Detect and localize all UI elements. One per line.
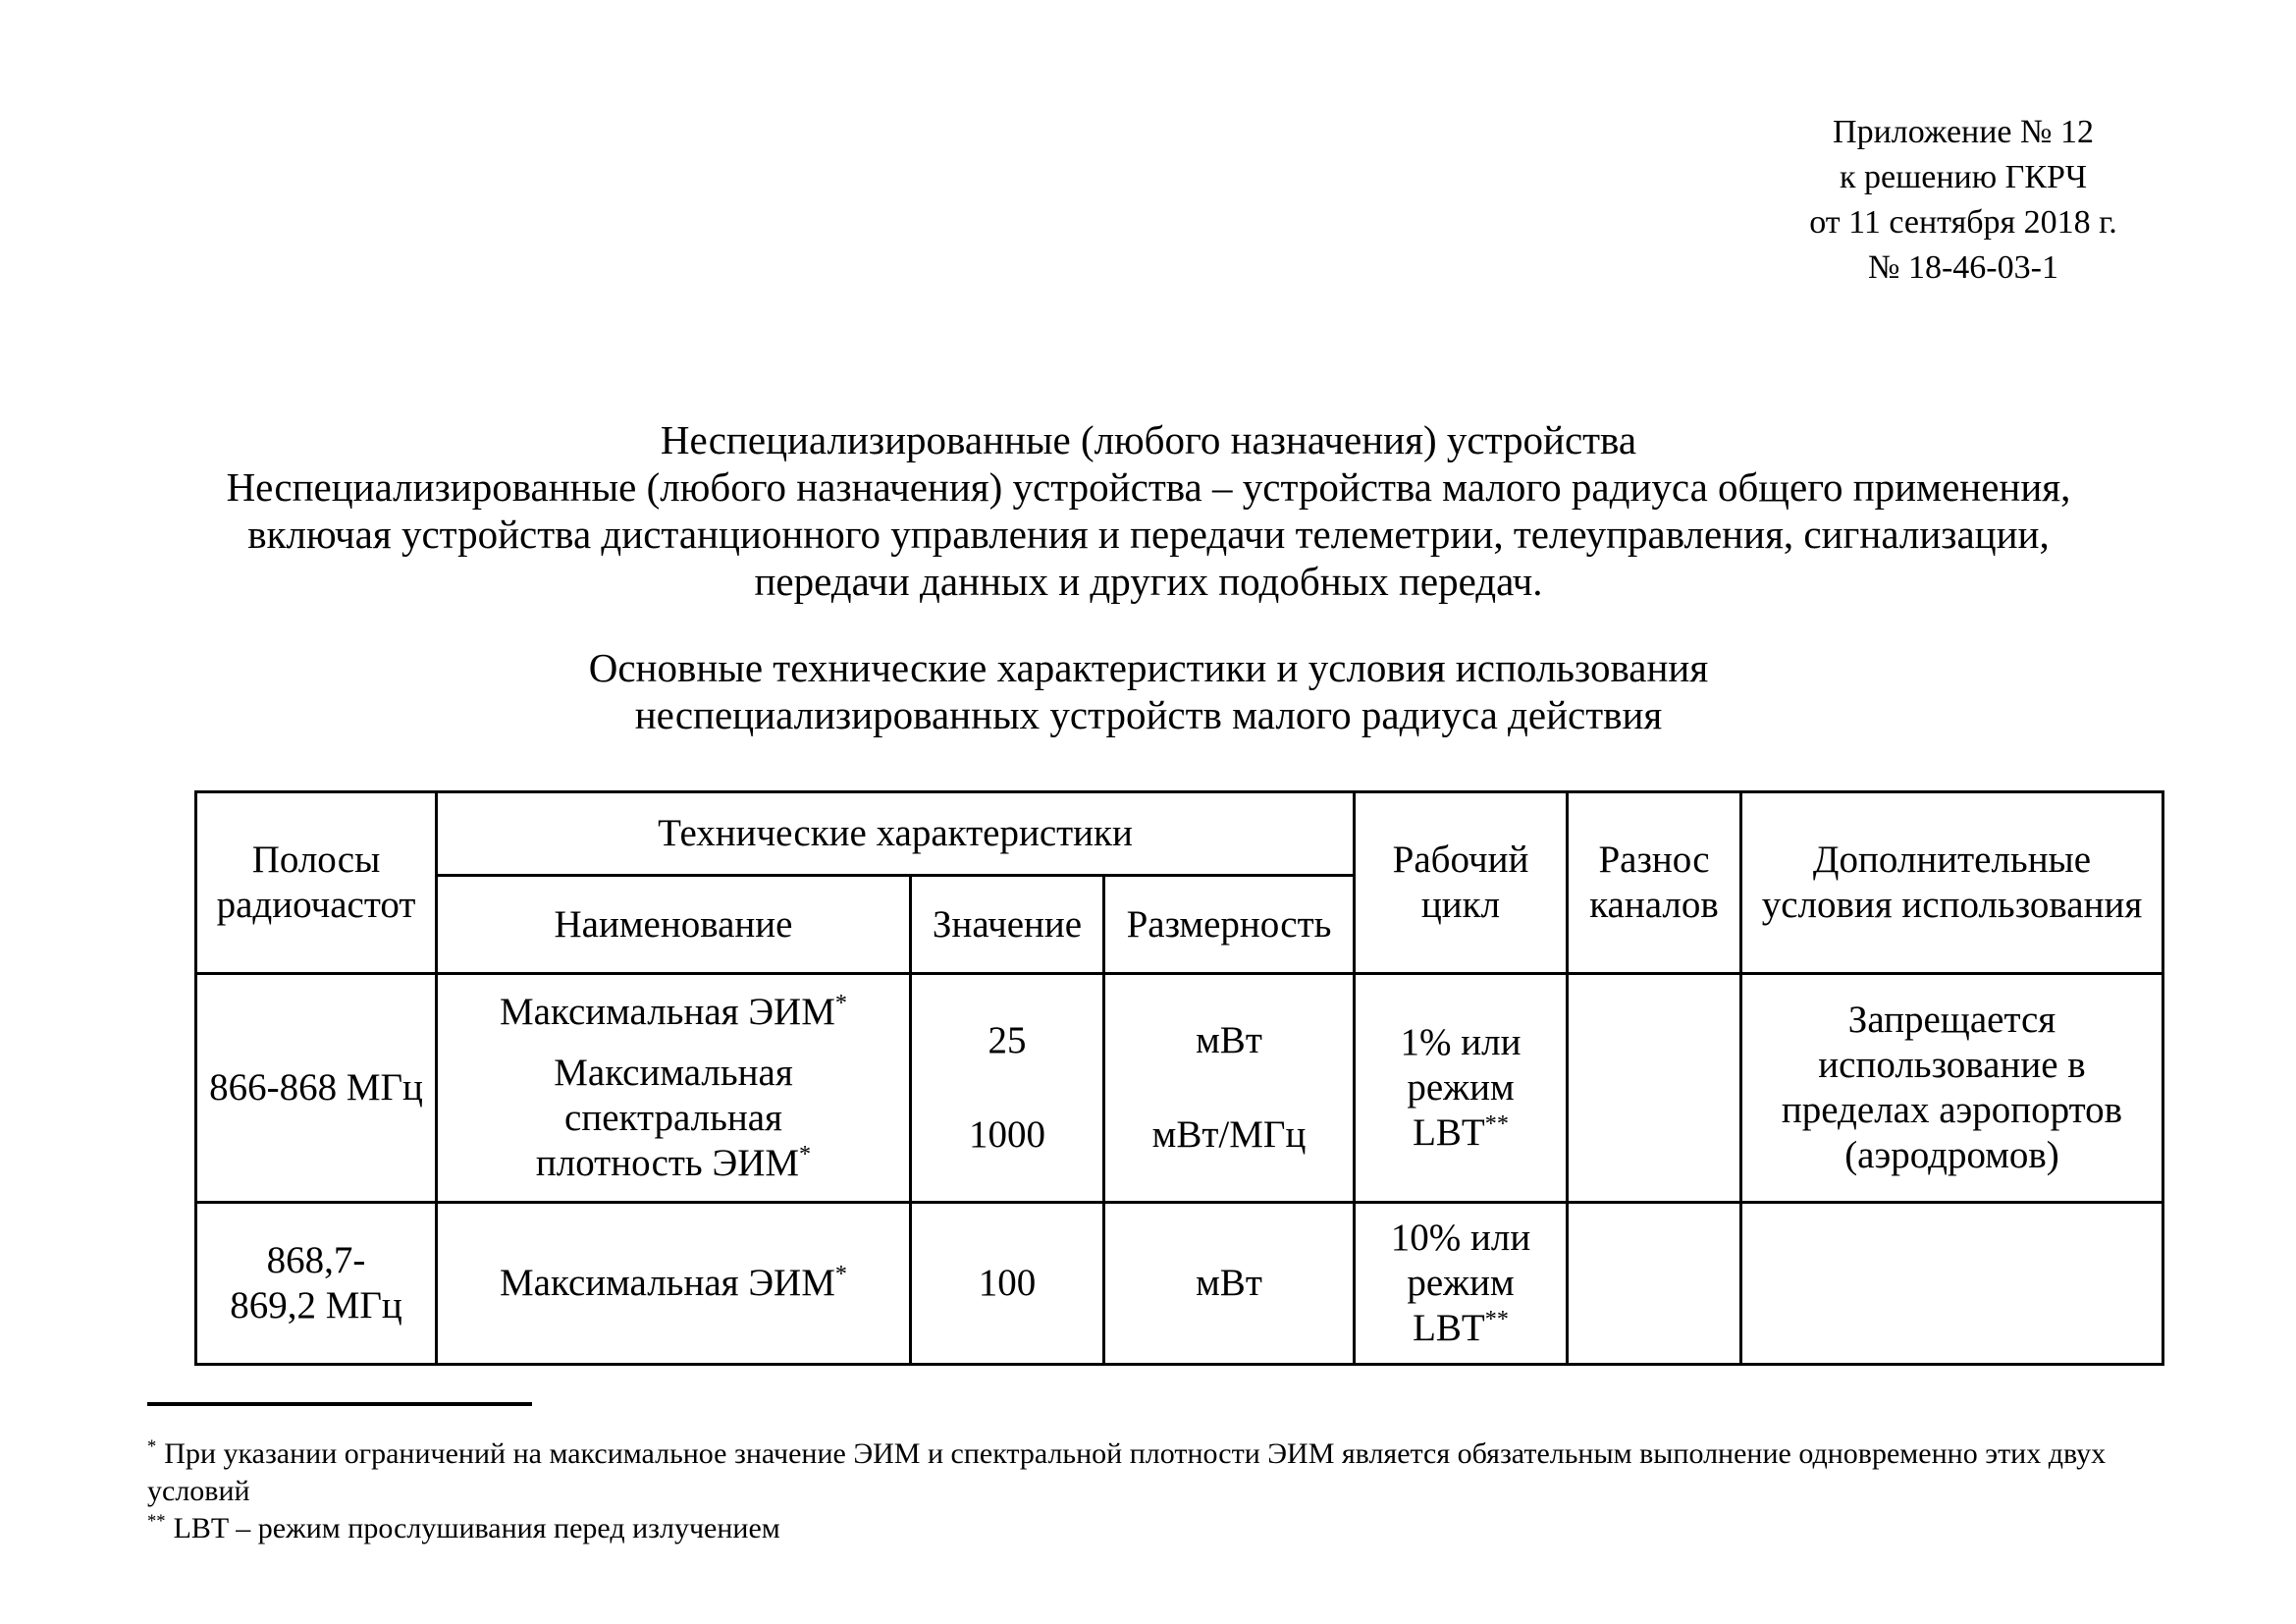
band-value: 868,7- [266, 1239, 366, 1281]
page-title: Неспециализированные (любого назначения) устройства [660, 417, 1637, 462]
characteristic-name [477, 1051, 870, 1186]
duty-cycle-text: 1% или режим LBT [1400, 1021, 1522, 1154]
table-row [196, 1203, 2163, 1365]
footnote-text: LBT – режим прослушивания перед излучением [173, 1512, 780, 1544]
value: 25 [988, 1019, 1027, 1061]
footnote-separator [147, 1402, 532, 1406]
approval-line: к решению ГКРЧ [1839, 159, 2087, 195]
subtitle-line: неспециализированных устройств малого радиуса действия [634, 692, 1663, 737]
duty-cycle-text: 10% или режим LBT [1390, 1217, 1531, 1349]
table-row [196, 974, 2163, 1203]
footnote-marker: * [834, 990, 847, 1016]
approval-line: № 18-46-03-1 [1868, 249, 2058, 286]
characteristic-name-text: Максимальная ЭИМ [499, 991, 835, 1033]
band-value: 866-868 МГц [209, 1066, 423, 1109]
approval-line: Приложение № 12 [1833, 114, 2094, 150]
footnote-marker: ** [1484, 1110, 1509, 1137]
value-stack [920, 1018, 1095, 1158]
header-value: Значение [911, 876, 1104, 974]
unit: мВт [1196, 1019, 1262, 1061]
value-cell: 100 [911, 1203, 1104, 1365]
footnote-text: При указании ограничений на максимальное значение ЭИМ и спектральной плотности ЭИМ является обязательным выполнение одновременно этих двух условий [147, 1437, 2107, 1507]
duty-cycle-cell [1355, 1203, 1568, 1365]
header-duty-cycle: Рабочий цикл [1355, 792, 1568, 974]
band-value: 869,2 МГц [230, 1284, 402, 1326]
characteristic-name-cell [437, 974, 911, 1203]
footnote-marker: * [834, 1261, 847, 1287]
approval-line: от 11 сентября 2018 г. [1809, 204, 2117, 241]
footnote-marker: * [799, 1141, 812, 1167]
header-unit: Размерность [1104, 876, 1355, 974]
characteristic-name-text: Максимальная ЭИМ [499, 1262, 835, 1304]
band-cell [196, 974, 437, 1203]
subtitle-block [172, 644, 2125, 738]
header-conditions [1741, 792, 2163, 974]
footnote-2 [147, 1510, 2169, 1547]
unit-stack [1113, 1018, 1345, 1158]
title-description: Неспециализированные (любого назначения) устройства – устройства малого радиуса общего применения, включая устройства дистанционного управления и передачи телеметрии, телеуправления, сигнализации, передачи данных и других подобных передач. [226, 464, 2071, 604]
title-block [172, 416, 2125, 605]
header-tech-group: Технические характеристики [437, 792, 1355, 876]
characteristic-name-text: Максимальная спектральная плотность ЭИМ [535, 1052, 800, 1184]
channel-spacing-cell [1568, 974, 1741, 1203]
value-cell [911, 974, 1104, 1203]
footnote-marker: ** [1484, 1306, 1509, 1332]
conditions-cell: Запрещается использование в пределах аэропортов (аэродромов) [1741, 974, 2163, 1203]
characteristic-name-cell [437, 1203, 911, 1365]
unit: мВт/МГц [1151, 1113, 1307, 1156]
channel-spacing-cell [1568, 1203, 1741, 1365]
header-band: Полосы радиочастот [196, 792, 437, 974]
header-conditions-line: Дополнительные [1812, 839, 2092, 881]
conditions-cell [1741, 1203, 2163, 1365]
band-cell [196, 1203, 437, 1365]
footnote-marker: ** [147, 1511, 166, 1532]
characteristic-name [446, 990, 901, 1035]
duty-cycle-cell [1355, 974, 1568, 1203]
footnote-marker: * [147, 1436, 157, 1457]
unit-cell [1104, 974, 1355, 1203]
approval-block [1737, 110, 2189, 291]
unit-cell: мВт [1104, 1203, 1355, 1365]
subtitle-line: Основные технические характеристики и условия использования [588, 645, 1709, 690]
footnotes [147, 1435, 2169, 1547]
header-name: Наименование [437, 876, 911, 974]
header-row-1 [196, 792, 2163, 876]
specs-table [194, 790, 2164, 1366]
footnote-1 [147, 1435, 2169, 1510]
value: 1000 [969, 1113, 1045, 1156]
header-channel-spacing: Разнос каналов [1568, 792, 1741, 974]
characteristic-name [446, 1261, 901, 1306]
header-conditions-line: условия использования [1761, 884, 2143, 926]
